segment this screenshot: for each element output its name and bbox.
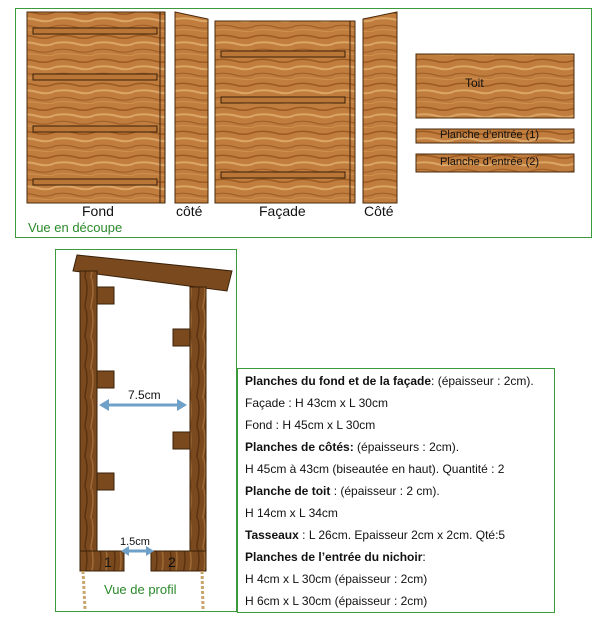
facade-board bbox=[215, 21, 355, 203]
back-wall bbox=[80, 271, 97, 571]
fond-board bbox=[27, 12, 165, 203]
spec-line-2: Façade : H 43cm x L 30cm bbox=[245, 396, 388, 410]
spec-line-4: Planches de côtés: (épaisseurs : 2cm). bbox=[245, 440, 460, 454]
spec-line-8: Tasseaux : L 26cm. Epaisseur 2cm x 2cm. Qté:5 bbox=[245, 528, 506, 542]
entry-label-2: 2 bbox=[168, 554, 176, 570]
entry-label-1: 1 bbox=[104, 554, 112, 570]
fond-label: Fond bbox=[82, 203, 114, 219]
entry-plank-1 bbox=[80, 551, 124, 571]
facade-label: Façade bbox=[259, 203, 306, 219]
spec-line-9: Planches de l’entrée du nichoir: bbox=[245, 550, 426, 564]
specifications-box bbox=[237, 368, 555, 613]
spec-line-1: Planches du fond et de la façade: (épaisseur : 2cm). bbox=[245, 374, 534, 388]
profile-view-drawing bbox=[55, 249, 237, 624]
entry-plank-2 bbox=[151, 551, 206, 571]
spec-line-3: Fond : H 45cm x L 30cm bbox=[245, 418, 376, 432]
spec-line-7: H 14cm x L 34cm bbox=[245, 506, 338, 520]
toit-label: Toit bbox=[465, 76, 484, 90]
cote-right-board bbox=[363, 12, 397, 203]
dimension-inner-label: 7.5cm bbox=[128, 388, 161, 402]
front-wall bbox=[190, 287, 206, 571]
dimension-opening-label: 1.5cm bbox=[120, 536, 150, 548]
toit-board bbox=[416, 54, 574, 118]
cote-left-board bbox=[175, 12, 208, 203]
profile-view-caption: Vue de profil bbox=[104, 582, 177, 597]
spec-line-5: H 45cm à 43cm (biseautée en haut). Quantité : 2 bbox=[245, 462, 505, 476]
entree-2-label: Planche d’entrée (2) bbox=[440, 156, 540, 168]
cote-right-label: Côté bbox=[364, 203, 394, 219]
spec-line-11: H 6cm x L 30cm (épaisseur : 2cm) bbox=[245, 594, 428, 608]
exploded-view-caption: Vue en découpe bbox=[28, 220, 123, 235]
entree-1-label: Planche d’entrée (1) bbox=[440, 129, 540, 141]
cote-left-label: côté bbox=[176, 203, 203, 219]
spec-line-10: H 4cm x L 30cm (épaisseur : 2cm) bbox=[245, 572, 428, 586]
spec-line-6: Planche de toit : (épaisseur : 2 cm). bbox=[245, 484, 440, 498]
